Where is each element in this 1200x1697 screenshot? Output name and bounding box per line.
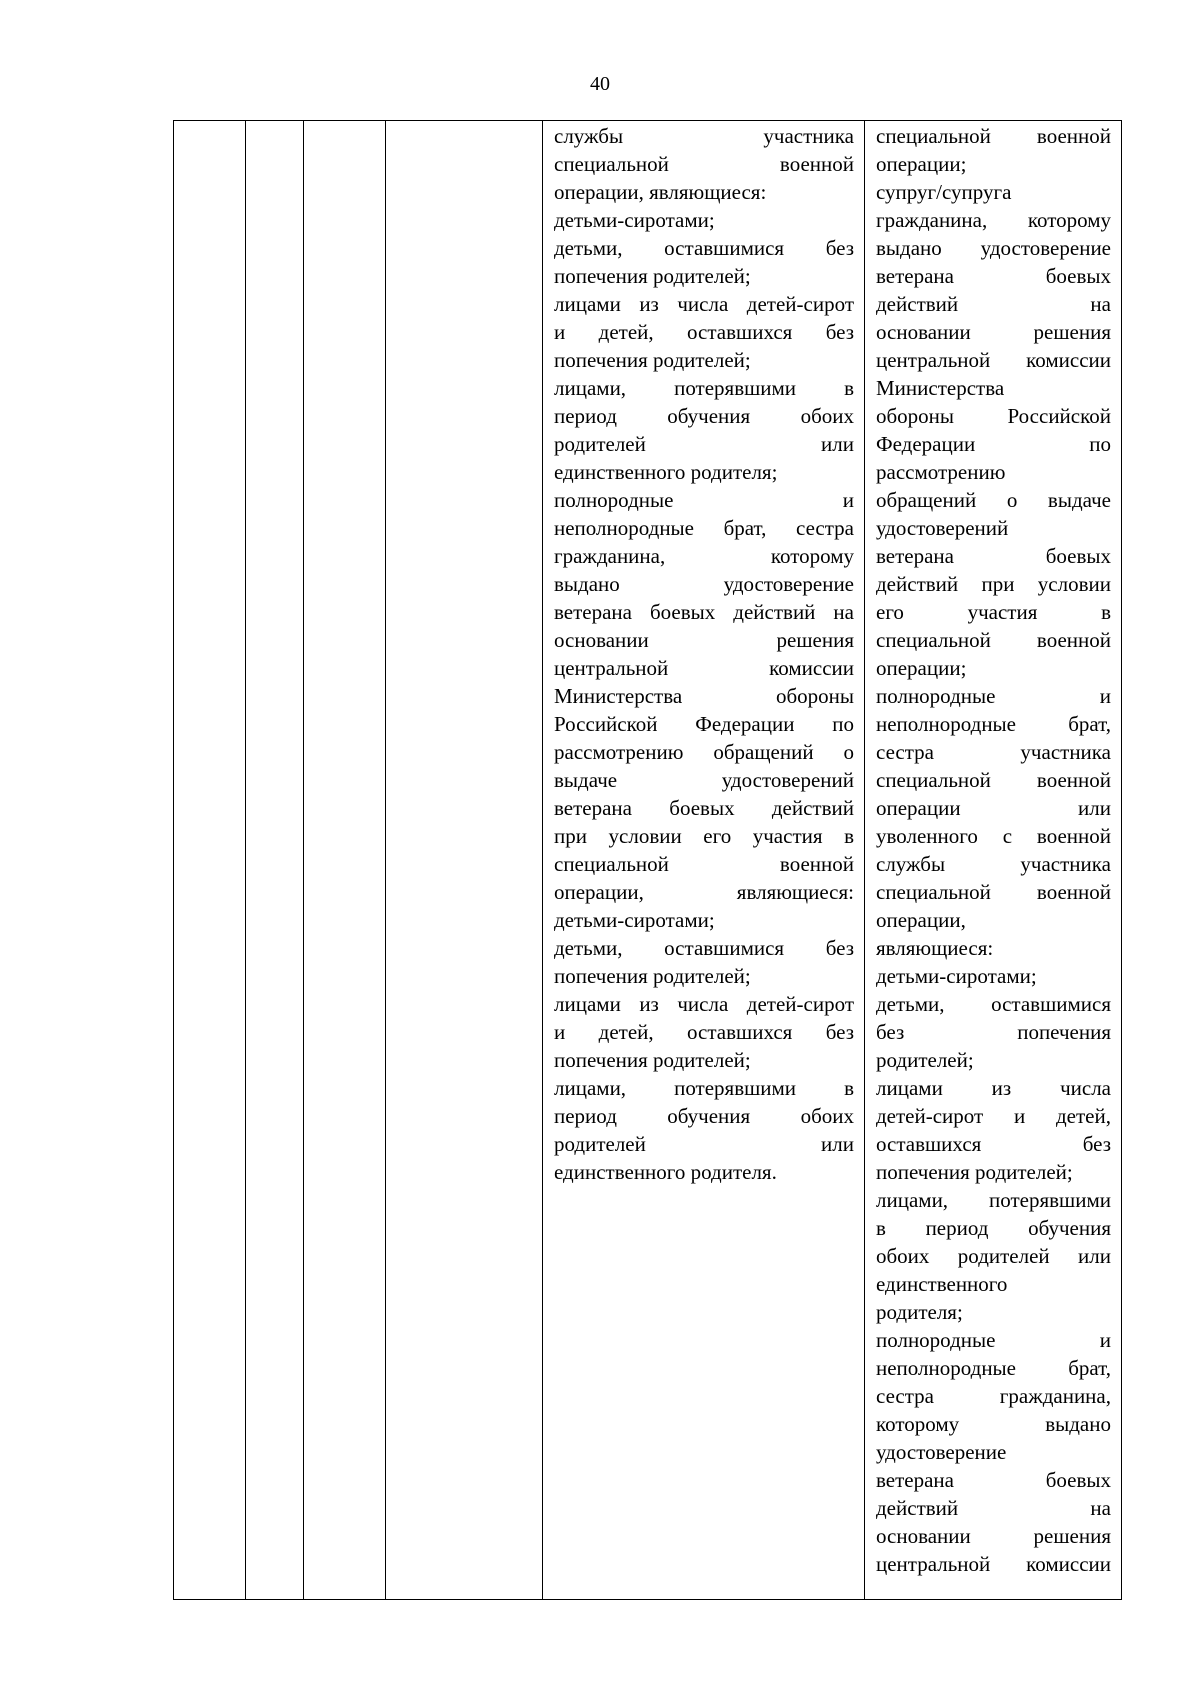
cell-col6-line: действий на <box>876 292 1111 316</box>
cell-col6-line: основании решения <box>876 1524 1111 1548</box>
cell-col5-line: операции, являющиеся: <box>554 180 767 204</box>
cell-col6-line: сестра гражданина, <box>876 1384 1111 1408</box>
cell-col5-line: ветерана боевых действий на <box>554 600 854 624</box>
cell-col5-text <box>543 121 864 1186</box>
cell-col6-line: в период обучения <box>876 1216 1111 1240</box>
cell-col6-line: родителя; <box>876 1300 963 1324</box>
cell-col5-line: Министерства обороны <box>554 684 854 708</box>
cell-col6-line: уволенного с военной <box>876 824 1111 848</box>
cell-col6-line: гражданина, которому <box>876 208 1111 232</box>
cell-col5-line: ветерана боевых действий <box>554 796 854 820</box>
cell-col5-line: период обучения обоих <box>554 1104 854 1128</box>
cell-col5-line: единственного родителя; <box>554 460 778 484</box>
cell-col6-line: полнородные и <box>876 1328 1111 1352</box>
cell-col3 <box>304 121 386 1600</box>
cell-col6-line: попечения родителей; <box>876 1160 1073 1184</box>
cell-col6-line: специальной военной <box>876 768 1111 792</box>
cell-col6-line: операции; <box>876 152 967 176</box>
cell-col6 <box>865 121 1122 1600</box>
cell-col6-line: Федерации по <box>876 432 1111 456</box>
cell-col6-line: выдано удостоверение <box>876 236 1111 260</box>
cell-col5-line: и детей, оставшихся без <box>554 320 854 344</box>
cell-col6-line: основании решения <box>876 320 1111 344</box>
cell-col5-line: единственного родителя. <box>554 1160 777 1184</box>
cell-col6-line: его участия в <box>876 600 1111 624</box>
cell-col5-line: лицами из числа детей-сирот <box>554 292 854 316</box>
cell-col5-line: детьми-сиротами; <box>554 208 715 232</box>
cell-col2 <box>246 121 304 1600</box>
cell-col6-line: родителей; <box>876 1048 974 1072</box>
cell-col6-line: супруг/супруга <box>876 180 1012 204</box>
cell-col6-line: центральной комиссии <box>876 348 1111 372</box>
cell-col5-line: специальной военной <box>554 152 854 176</box>
cell-col6-line: детьми, оставшимися <box>876 992 1111 1016</box>
cell-col6-line: детьми-сиротами; <box>876 964 1037 988</box>
page-number: 40 <box>590 73 610 95</box>
cell-col6-line: ветерана боевых <box>876 544 1111 568</box>
cell-col5-line: при условии его участия в <box>554 824 854 848</box>
cell-col5-line: попечения родителей; <box>554 964 751 988</box>
cell-col5-line: службы участника <box>554 124 854 148</box>
cell-col6-line: удостоверений <box>876 516 1009 540</box>
cell-col6-line: обращений о выдаче <box>876 488 1111 512</box>
cell-col6-line: полнородные и <box>876 684 1111 708</box>
cell-col6-line: операции; <box>876 656 967 680</box>
cell-col5-line: лицами, потерявшими в <box>554 1076 854 1100</box>
cell-col6-line: рассмотрению <box>876 460 1006 484</box>
cell-col5-line: детьми, оставшимися без <box>554 936 854 960</box>
cell-col5-line: период обучения обоих <box>554 404 854 428</box>
cell-col5-line: рассмотрению обращений о <box>554 740 854 764</box>
cell-col6-line: специальной военной <box>876 124 1111 148</box>
cell-col5-line: родителей или <box>554 1132 854 1156</box>
cell-col6-line: без попечения <box>876 1020 1111 1044</box>
cell-col6-line: являющиеся: <box>876 936 994 960</box>
cell-col6-line: действий при условии <box>876 572 1111 596</box>
cell-col6-line: детей-сирот и детей, <box>876 1104 1111 1128</box>
cell-col6-line: удостоверение <box>876 1440 1007 1464</box>
cell-col5-line: лицами, потерявшими в <box>554 376 854 400</box>
cell-col5-line: выдано удостоверение <box>554 572 854 596</box>
cell-col5-line: операции, являющиеся: <box>554 880 854 904</box>
cell-col6-line: действий на <box>876 1496 1111 1520</box>
continuation-table <box>173 120 1122 1600</box>
cell-col6-line: обороны Российской <box>876 404 1111 428</box>
cell-col6-line: оставшихся без <box>876 1132 1111 1156</box>
cell-col5-line: попечения родителей; <box>554 348 751 372</box>
cell-col6-line: специальной военной <box>876 880 1111 904</box>
cell-col5-line: неполнородные брат, сестра <box>554 516 854 540</box>
cell-col4 <box>386 121 543 1600</box>
cell-col6-line: лицами из числа <box>876 1076 1111 1100</box>
cell-col6-line: специальной военной <box>876 628 1111 652</box>
cell-col6-line: Министерства <box>876 376 1005 400</box>
cell-col6-line: операции, <box>876 908 966 932</box>
cell-col5-line: детьми-сиротами; <box>554 908 715 932</box>
cell-col5-line: специальной военной <box>554 852 854 876</box>
cell-col5-line: полнородные и <box>554 488 854 512</box>
cell-col5-line: лицами из числа детей-сирот <box>554 992 854 1016</box>
cell-col6-line: неполнородные брат, <box>876 712 1111 736</box>
cell-col5-line: детьми, оставшимися без <box>554 236 854 260</box>
cell-col6-line: службы участника <box>876 852 1111 876</box>
cell-col6-line: которому выдано <box>876 1412 1111 1436</box>
cell-col5-line: попечения родителей; <box>554 264 751 288</box>
cell-col6-line: операции или <box>876 796 1111 820</box>
cell-col5-line: гражданина, которому <box>554 544 854 568</box>
cell-col6-line: неполнородные брат, <box>876 1356 1111 1380</box>
cell-col6-line: обоих родителей или <box>876 1244 1111 1268</box>
table-row <box>174 121 1122 1600</box>
cell-col6-line: лицами, потерявшими <box>876 1188 1111 1212</box>
cell-col5-line: Российской Федерации по <box>554 712 854 736</box>
cell-col5 <box>543 121 865 1600</box>
cell-col6-line: ветерана боевых <box>876 264 1111 288</box>
cell-col5-line: выдаче удостоверений <box>554 768 854 792</box>
cell-col5-line: основании решения <box>554 628 854 652</box>
cell-col5-line: и детей, оставшихся без <box>554 1020 854 1044</box>
cell-col6-line: единственного <box>876 1272 1008 1296</box>
cell-col5-line: центральной комиссии <box>554 656 854 680</box>
cell-col6-line: сестра участника <box>876 740 1111 764</box>
cell-col6-text <box>865 121 1121 1578</box>
cell-col6-line: центральной комиссии <box>876 1552 1111 1576</box>
cell-col1 <box>174 121 246 1600</box>
cell-col5-line: родителей или <box>554 432 854 456</box>
cell-col6-line: ветерана боевых <box>876 1468 1111 1492</box>
cell-col5-line: попечения родителей; <box>554 1048 751 1072</box>
